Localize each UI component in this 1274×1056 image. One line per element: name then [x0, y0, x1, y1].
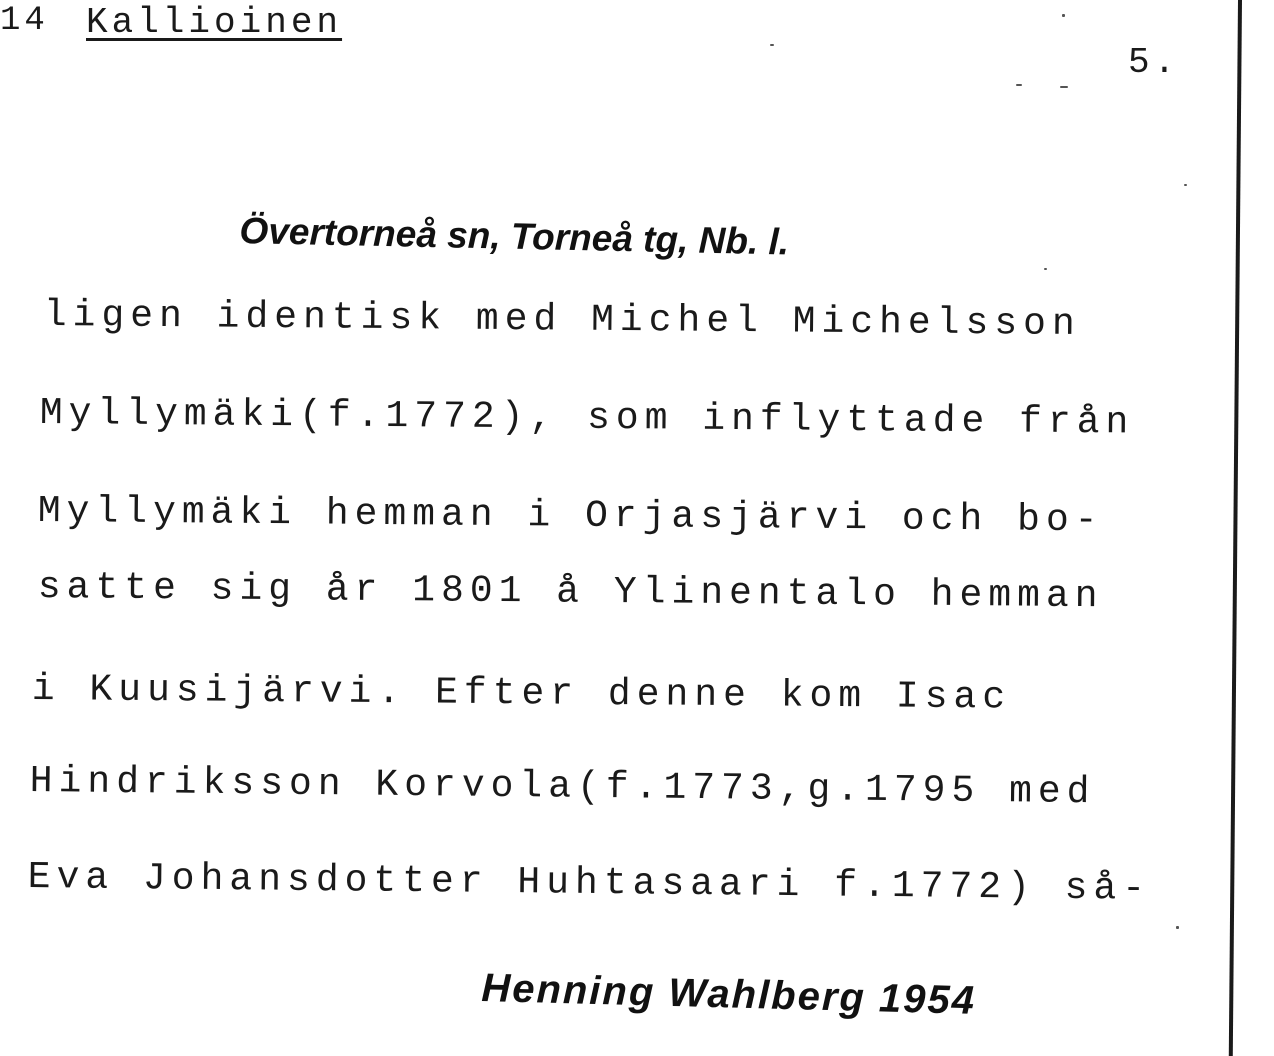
surname-heading: Kallioinen	[86, 2, 343, 43]
scan-speck	[1016, 84, 1022, 86]
card-number: 14	[0, 2, 49, 40]
scan-speck	[1176, 926, 1179, 929]
scan-speck	[770, 44, 774, 46]
scan-speck	[1060, 86, 1068, 88]
parish-stamp: Övertorneå sn, Torneå tg, Nb. l.	[239, 210, 790, 263]
author-stamp: Henning Wahlberg 1954	[480, 966, 977, 1023]
page-number: 5.	[1128, 42, 1180, 83]
body-line: i Kuusijärvi. Efter denne kom Isac	[31, 668, 1012, 720]
body-line: Myllymäki(f.1772), som inflyttade från	[39, 392, 1135, 445]
body-line: ligen identisk med Michel Michelsson	[43, 294, 1081, 347]
body-line: Hindriksson Korvola(f.1773,g.1795 med	[29, 760, 1096, 815]
scan-speck	[1062, 14, 1065, 17]
card-edge-rule	[1229, 0, 1242, 1056]
body-line: Eva Johansdotter Huhtasaari f.1772) så-	[27, 856, 1152, 911]
scan-speck	[1044, 268, 1047, 270]
body-line: Myllymäki hemman i Orjasjärvi och bo-	[37, 490, 1104, 543]
body-line: satte sig år 1801 å Ylinentalo hemman	[37, 566, 1104, 619]
scan-speck	[1184, 184, 1187, 186]
